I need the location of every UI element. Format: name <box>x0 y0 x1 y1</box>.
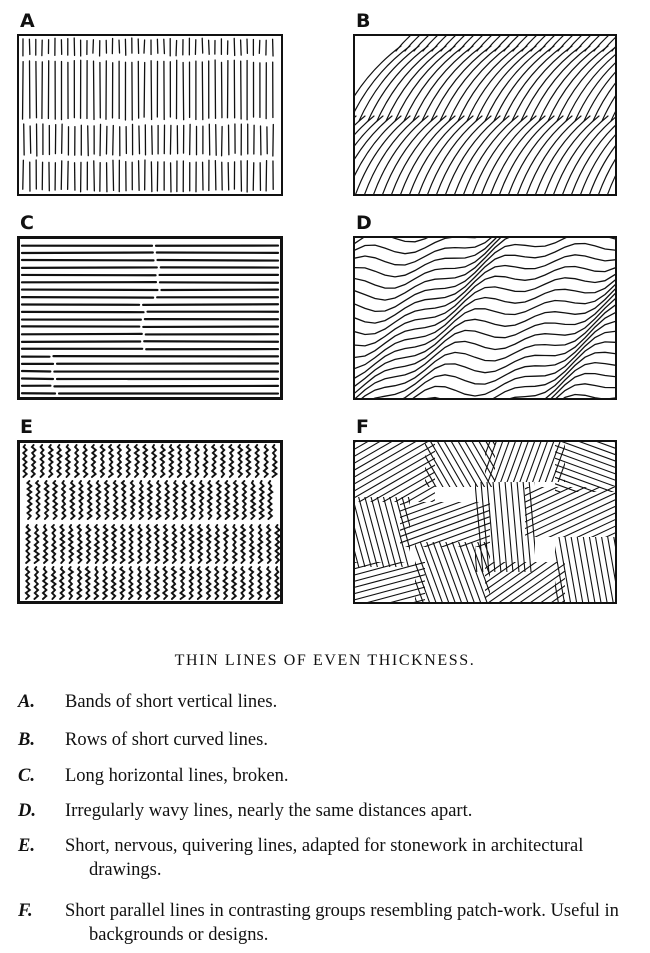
pattern-stroke <box>161 445 165 477</box>
pattern-stroke <box>449 446 531 602</box>
pattern-stroke <box>355 442 485 508</box>
pattern-stroke <box>62 481 65 519</box>
pattern-stroke <box>143 445 147 477</box>
pattern-stroke <box>68 161 69 189</box>
pattern-stroke <box>165 481 169 519</box>
pattern-stroke <box>207 525 211 563</box>
pattern-stroke <box>66 445 70 477</box>
legend-text: Irregularly wavy lines, nearly the same distances apart. <box>65 801 473 821</box>
legend-letter: E. <box>18 836 35 856</box>
pattern-stroke <box>487 442 508 602</box>
pattern-stroke <box>105 481 109 519</box>
pattern-stroke <box>139 161 140 191</box>
pattern-stroke <box>92 445 96 477</box>
pattern-stroke <box>355 442 506 544</box>
pattern-stroke <box>45 481 49 519</box>
pattern-stroke <box>86 567 90 599</box>
pattern-stroke <box>95 567 99 599</box>
pattern-stroke <box>225 481 229 519</box>
pattern-stroke <box>251 481 255 519</box>
pattern-stroke <box>238 445 242 477</box>
pattern-stroke <box>75 445 79 477</box>
pattern-e-svg <box>20 443 280 601</box>
pattern-stroke <box>544 455 586 602</box>
pattern-stroke <box>112 525 116 563</box>
pattern-stroke <box>355 547 581 602</box>
pattern-stroke <box>52 567 56 599</box>
pattern-stroke <box>411 490 608 602</box>
legend-item-c <box>18 764 628 788</box>
pattern-stroke <box>355 442 371 602</box>
pattern-stroke <box>234 481 238 519</box>
pattern-stroke <box>61 161 62 189</box>
pattern-stroke <box>241 525 245 563</box>
pattern-stroke <box>23 160 24 189</box>
pattern-stroke <box>88 481 92 519</box>
pattern-stroke <box>384 442 446 602</box>
pattern-stroke <box>455 444 537 602</box>
pattern-stroke <box>275 567 279 599</box>
pattern-stroke <box>199 481 203 519</box>
pattern-stroke <box>403 442 523 566</box>
pattern-stroke <box>144 40 145 53</box>
pattern-stroke <box>139 126 140 154</box>
pattern-stroke <box>241 567 245 599</box>
pattern-stroke <box>355 474 554 556</box>
pattern-stroke <box>233 525 237 563</box>
pattern-stroke <box>247 445 251 477</box>
pattern-stroke <box>480 442 562 573</box>
pattern-stroke <box>158 260 278 261</box>
panel-letter-e: E <box>20 416 33 438</box>
pattern-stroke <box>477 442 559 602</box>
pattern-stroke <box>273 445 277 477</box>
pattern-stroke <box>429 442 511 555</box>
pattern-stroke <box>364 476 446 602</box>
legend-item-d <box>18 799 628 823</box>
pattern-stroke <box>494 442 615 448</box>
pattern-stroke <box>138 567 142 599</box>
pattern-stroke <box>152 445 156 477</box>
pattern-stroke <box>355 442 365 602</box>
pattern-stroke <box>23 445 27 477</box>
pattern-stroke <box>260 481 264 519</box>
pattern-stroke <box>562 116 615 194</box>
pattern-stroke <box>407 442 469 602</box>
pattern-stroke <box>86 525 90 563</box>
pattern-stroke <box>147 525 151 563</box>
pattern-stroke <box>275 525 279 563</box>
pattern-stroke <box>195 445 199 477</box>
pattern-stroke <box>118 445 121 477</box>
pattern-stroke <box>119 40 120 53</box>
legend-text: Bands of short vertical lines. <box>65 692 278 712</box>
pattern-stroke <box>355 593 517 602</box>
pattern-stroke <box>164 525 168 563</box>
panel-c-horizontal-broken <box>17 236 283 400</box>
pattern-stroke <box>355 442 515 560</box>
panel-letter-b: B <box>356 10 371 32</box>
pattern-stroke <box>241 40 242 55</box>
pattern-stroke <box>114 481 118 519</box>
pattern-stroke <box>183 62 184 119</box>
pattern-stroke <box>53 481 57 519</box>
pattern-stroke <box>69 525 73 563</box>
pattern-stroke <box>367 442 487 587</box>
pattern-stroke <box>70 481 74 519</box>
pattern-stroke <box>120 567 124 599</box>
pattern-stroke <box>209 40 210 54</box>
pattern-d-svg <box>355 238 615 398</box>
pattern-stroke <box>228 163 229 190</box>
pattern-stroke <box>505 442 526 602</box>
pattern-stroke <box>129 567 133 599</box>
pattern-stroke <box>264 445 268 477</box>
pattern-stroke <box>60 567 64 599</box>
legend-item-b <box>18 728 628 752</box>
panel-letter-f: F <box>356 416 369 438</box>
pattern-stroke <box>445 442 466 602</box>
pattern-stroke <box>481 442 502 602</box>
pattern-stroke <box>208 481 212 519</box>
pattern-stroke <box>267 567 271 599</box>
pattern-stroke <box>32 445 36 477</box>
pattern-stroke <box>355 46 401 121</box>
pattern-stroke <box>26 567 30 599</box>
legend-text: Long horizontal lines, broken. <box>65 766 289 786</box>
pattern-stroke <box>146 567 150 599</box>
pattern-stroke <box>112 567 116 599</box>
pattern-stroke <box>204 445 208 477</box>
pattern-stroke <box>258 525 262 563</box>
pattern-stroke <box>377 442 497 581</box>
pattern-stroke <box>187 445 191 477</box>
pattern-stroke <box>88 126 89 156</box>
pattern-stroke <box>176 40 177 55</box>
pattern-stroke <box>143 304 278 305</box>
pattern-a-svg <box>19 36 281 194</box>
pattern-stroke <box>433 442 454 602</box>
pattern-stroke <box>94 61 95 119</box>
pattern-stroke <box>229 445 233 477</box>
panel-letter-a: A <box>20 10 35 32</box>
pattern-stroke <box>404 480 601 602</box>
pattern-stroke <box>135 445 139 477</box>
pattern-stroke <box>155 567 159 599</box>
pattern-stroke <box>202 38 203 53</box>
pattern-stroke <box>206 567 210 599</box>
pattern-stroke <box>181 567 185 599</box>
panel-letter-d: D <box>356 212 372 234</box>
pattern-stroke <box>79 481 83 519</box>
pattern-stroke <box>232 567 236 599</box>
pattern-stroke <box>355 512 496 574</box>
pattern-stroke <box>189 525 193 563</box>
pattern-stroke <box>96 481 100 519</box>
pattern-stroke <box>109 445 113 477</box>
legend-letter: F. <box>18 901 33 921</box>
pattern-stroke <box>217 481 221 519</box>
pattern-stroke <box>41 445 45 477</box>
pattern-stroke <box>224 525 228 563</box>
pattern-stroke <box>250 525 254 563</box>
legend-letter: B. <box>18 730 35 750</box>
panel-e-quivering <box>17 440 283 604</box>
pattern-stroke <box>178 445 182 477</box>
pattern-stroke <box>22 378 53 379</box>
pattern-stroke <box>144 341 278 342</box>
pattern-stroke <box>78 525 82 563</box>
pattern-stroke <box>23 62 24 119</box>
pattern-stroke <box>163 567 167 599</box>
pattern-stroke <box>355 463 550 545</box>
pattern-stroke <box>418 500 615 602</box>
pattern-stroke <box>49 445 53 477</box>
pattern-stroke <box>103 525 107 563</box>
pattern-stroke <box>36 61 37 117</box>
legend-item-e <box>18 834 628 882</box>
pattern-stroke <box>43 525 47 563</box>
pattern-stroke <box>34 567 38 599</box>
pattern-stroke <box>129 525 133 563</box>
pattern-stroke <box>268 481 272 519</box>
pattern-stroke <box>77 567 81 599</box>
pattern-stroke <box>355 238 615 254</box>
pattern-stroke <box>355 442 470 482</box>
pattern-stroke <box>26 525 30 563</box>
pattern-stroke <box>52 525 56 563</box>
pattern-stroke <box>267 525 271 563</box>
pattern-stroke <box>189 567 193 599</box>
legend-letter: C. <box>18 766 35 786</box>
pattern-stroke <box>437 442 615 510</box>
legend-text: Rows of short curved lines. <box>65 730 268 750</box>
pattern-stroke <box>198 525 202 563</box>
legend-item-a <box>18 690 628 714</box>
pattern-stroke <box>174 481 178 519</box>
pattern-stroke <box>126 445 130 477</box>
pattern-stroke <box>172 525 176 563</box>
pattern-stroke <box>43 567 47 599</box>
pattern-stroke <box>131 481 135 519</box>
pattern-stroke <box>164 39 165 53</box>
pattern-stroke <box>215 525 219 563</box>
pattern-stroke <box>355 489 489 551</box>
panel-letter-c: C <box>20 212 34 234</box>
pattern-stroke <box>139 481 143 519</box>
pattern-stroke <box>155 525 159 563</box>
pattern-stroke <box>355 442 476 492</box>
pattern-stroke <box>152 126 153 154</box>
pattern-c-svg <box>20 239 280 397</box>
pattern-stroke <box>156 481 160 519</box>
panel-a-vertical-bands <box>17 34 283 196</box>
pattern-stroke <box>249 567 253 599</box>
pattern-stroke <box>589 116 615 194</box>
pattern-stroke <box>491 442 573 577</box>
pattern-stroke <box>215 161 216 190</box>
pattern-stroke <box>542 442 615 596</box>
pattern-stroke <box>121 525 125 563</box>
pattern-stroke <box>169 445 173 477</box>
pattern-stroke <box>215 567 219 599</box>
pattern-stroke <box>83 445 87 477</box>
pattern-stroke <box>101 445 105 477</box>
pattern-stroke <box>69 567 73 599</box>
pattern-stroke <box>355 116 374 194</box>
pattern-f-svg <box>355 442 615 602</box>
pattern-stroke <box>181 525 185 563</box>
pattern-stroke <box>499 442 520 602</box>
pattern-stroke <box>222 127 223 156</box>
pattern-stroke <box>36 481 40 519</box>
pattern-stroke <box>172 567 176 599</box>
pattern-stroke <box>355 442 491 518</box>
legend-letter: D. <box>18 801 36 821</box>
pattern-stroke <box>148 481 152 519</box>
pattern-stroke <box>451 442 472 602</box>
pattern-stroke <box>407 485 604 602</box>
pattern-stroke <box>255 445 259 477</box>
pattern-stroke <box>253 163 254 190</box>
pattern-stroke <box>198 567 202 599</box>
legend-item-f <box>18 899 628 947</box>
pattern-stroke <box>122 481 126 519</box>
pattern-stroke <box>467 474 615 575</box>
pattern-stroke <box>30 126 31 153</box>
pattern-stroke <box>243 481 247 519</box>
panel-f-patchwork <box>353 440 617 604</box>
panel-d-wavy <box>353 236 617 400</box>
caption-title: THIN LINES OF EVEN THICKNESS. <box>174 652 476 669</box>
pattern-stroke <box>258 567 262 599</box>
legend-text: Short, nervous, quivering lines, adapted for stonework in architectural drawings. <box>65 836 584 880</box>
pattern-stroke <box>103 567 107 599</box>
pattern-stroke <box>224 567 228 599</box>
pattern-stroke <box>212 445 216 477</box>
pattern-b-svg <box>355 36 615 194</box>
pattern-stroke <box>182 481 186 519</box>
pattern-stroke <box>94 161 95 191</box>
pattern-stroke <box>113 126 114 155</box>
pattern-stroke <box>144 63 145 118</box>
pattern-stroke <box>355 442 538 511</box>
panel-b-curved-rows <box>353 34 617 196</box>
legend-text: Short parallel lines in contrasting groups resembling patch-work. Useful in backgrounds or designs. <box>65 901 619 945</box>
pattern-stroke <box>503 442 585 582</box>
legend-letter: A. <box>18 692 35 712</box>
pattern-stroke <box>138 525 142 563</box>
pattern-stroke <box>57 445 61 477</box>
pattern-stroke <box>355 442 534 500</box>
pattern-stroke <box>35 525 39 563</box>
pattern-stroke <box>95 525 99 563</box>
pattern-stroke <box>27 481 31 519</box>
pattern-stroke <box>113 160 114 190</box>
pattern-stroke <box>191 481 195 519</box>
pattern-stroke <box>221 445 225 477</box>
pattern-stroke <box>60 525 64 563</box>
pattern-stroke <box>355 116 356 194</box>
